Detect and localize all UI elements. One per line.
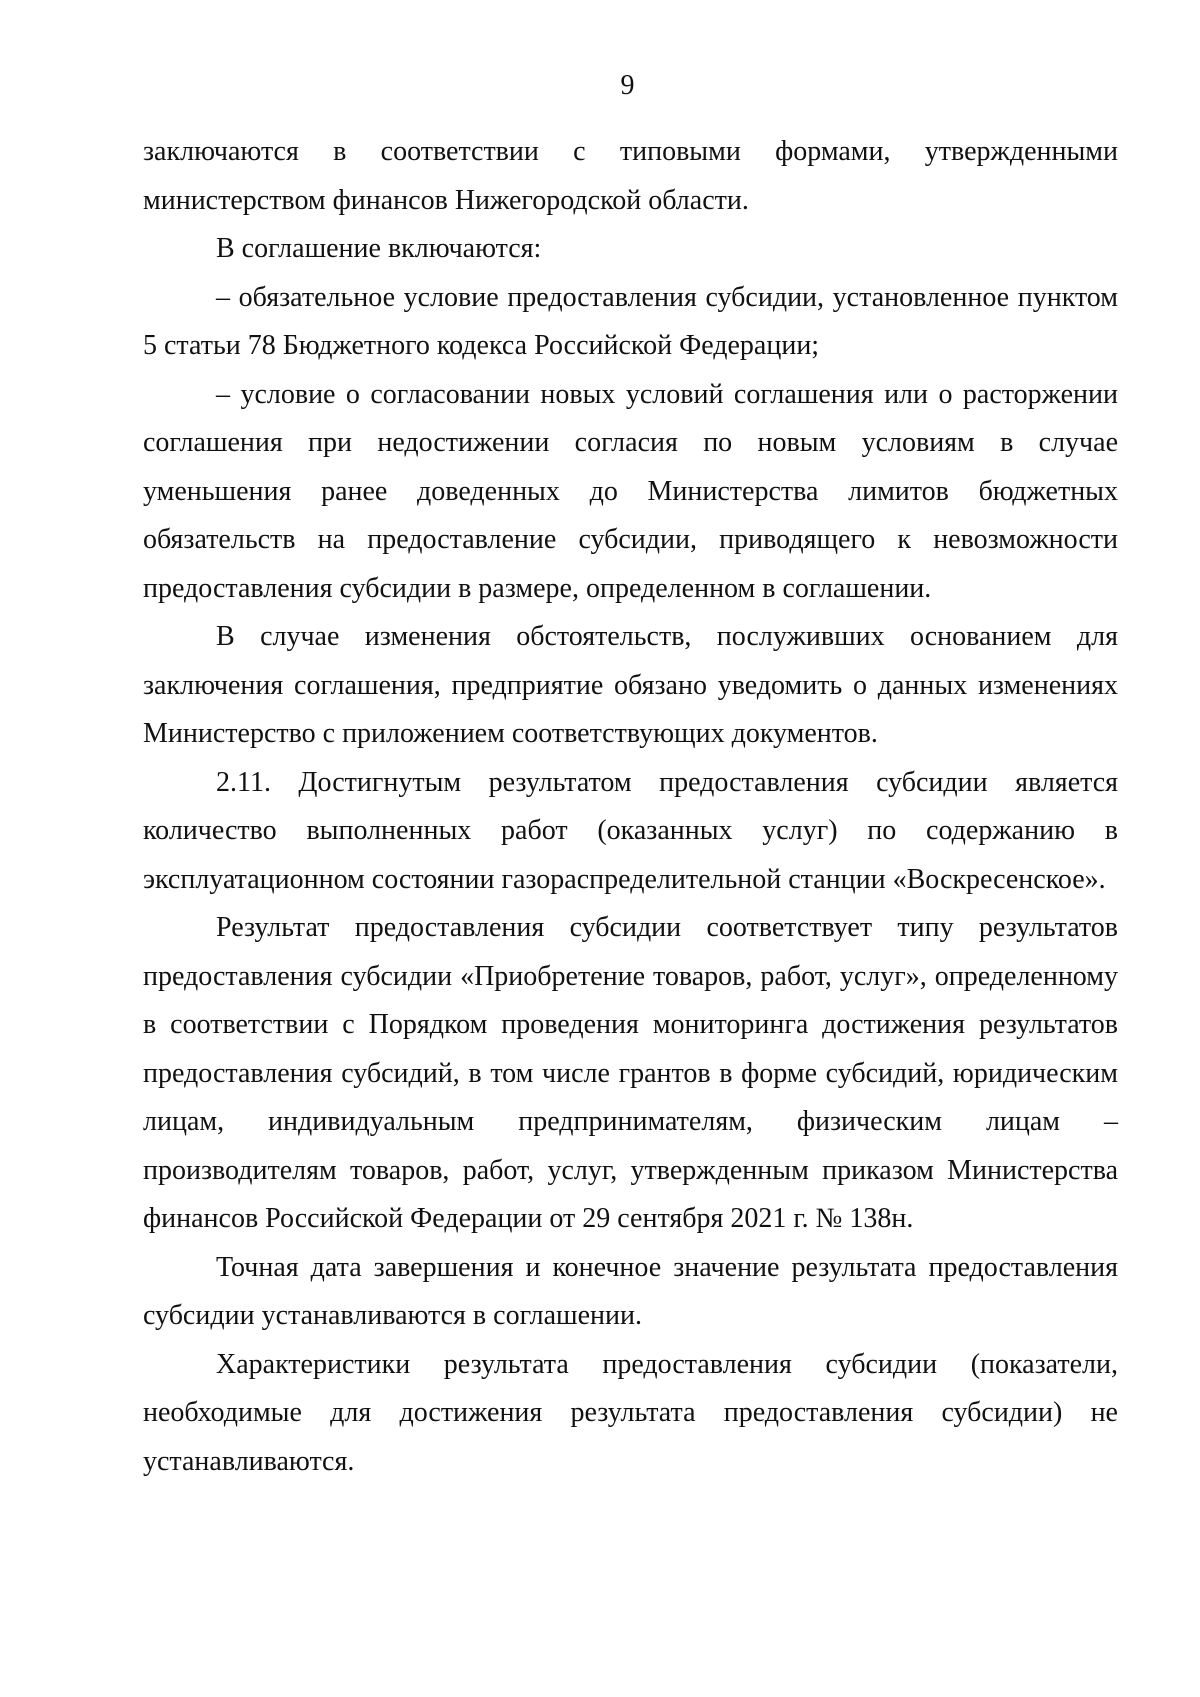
paragraph-completion-date: Точная дата завершения и конечное значение результата предоставления субсидии устанавливаются в соглашении. <box>143 1251 1118 1331</box>
paragraph-result-type: Результат предоставления субсидии соответствует типу результатов предоставления субсидии «Приобретение товаров, работ, услуг», определенному в соответствии с Порядком проведения мониторинга достижения результатов предоставления субсидий, в том числе грантов в форме субсидий, юридическим лицам, индивидуальным предпринимателям, физическим лицам – производителям товаров, работ, услуг, утвержденным приказом Министерства финансов Российской Федерации от 29 сентября 2021 г. № 138н. <box>143 912 1118 1234</box>
paragraph-clause-2-11: 2.11. Достигнутым результатом предоставления субсидии является количество выполненных работ (оказанных услуг) по содержанию в эксплуатационном состоянии газораспределительной станции «Воскресенское». <box>143 766 1118 895</box>
paragraph-mandatory-condition: – обязательное условие предоставления субсидии, установленное пунктом 5 статьи 78 Бюджетного кодекса Российской Федерации; <box>143 281 1118 361</box>
page-number: 9 <box>620 70 635 101</box>
paragraph-characteristics: Характеристики результата предоставления субсидии (показатели, необходимые для достижения результата предоставления субсидии) не устанавливаются. <box>143 1348 1118 1477</box>
paragraph-agreement-includes: В соглашение включаются: <box>216 233 542 264</box>
paragraph-agreement-forms: заключаются в соответствии с типовыми формами, утвержденными министерством финансов Нижегородской области. <box>143 136 1118 216</box>
document-body <box>143 128 1118 1486</box>
paragraph-circumstances-change: В случае изменения обстоятельств, послуживших основанием для заключения соглашения, предприятие обязано уведомить о данных изменениях Министерство с приложением соответствующих документов. <box>143 621 1118 749</box>
paragraph-new-conditions: – условие о согласовании новых условий соглашения или о расторжении соглашения при недостижении согласия по новым условиям в случае уменьшения ранее доведенных до Министерства лимитов бюджетных обязательств на предоставление субсидии, приводящего к невозможности предоставления субсидии в размере, определенном в соглашении. <box>143 378 1118 604</box>
